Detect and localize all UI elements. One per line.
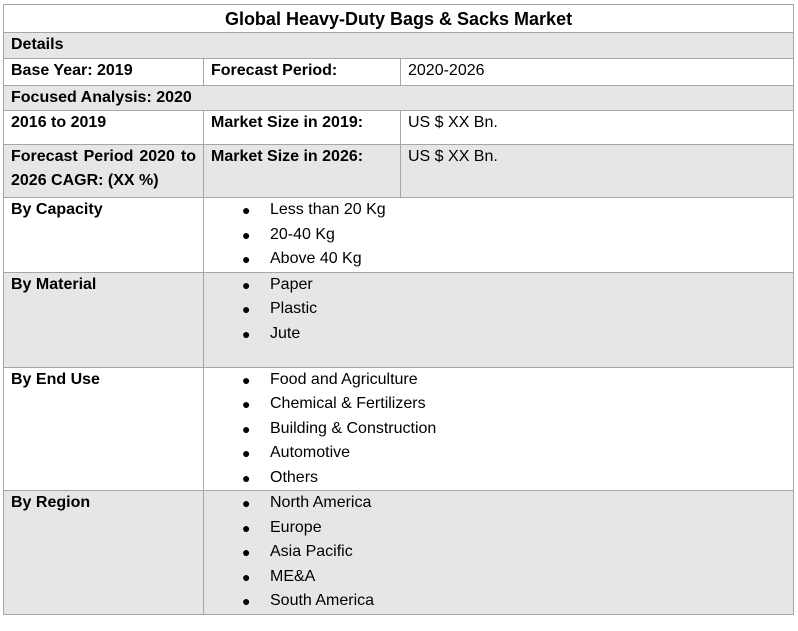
segment-label: By Material	[4, 272, 204, 367]
list-item	[211, 198, 786, 223]
list-item-text: Europe	[270, 518, 322, 536]
segment-row	[4, 198, 794, 273]
segment-items-cell	[204, 491, 794, 615]
list-item	[211, 223, 786, 248]
list-item-text: Plastic	[270, 300, 318, 317]
list-item	[211, 322, 786, 347]
bullet-icon: ●	[242, 469, 251, 486]
list-item	[211, 565, 786, 590]
list-item	[211, 297, 786, 322]
bullet-icon: ●	[242, 495, 251, 511]
list-item-text: Paper	[270, 275, 313, 293]
list-item	[211, 540, 786, 565]
market-size-2019-label: Market Size in 2019:	[204, 111, 401, 145]
segment-row	[4, 367, 794, 491]
list-item	[211, 417, 786, 442]
segment-item-list	[211, 368, 786, 491]
segment-items-cell	[204, 367, 794, 491]
forecast-period-value: 2020-2026	[401, 59, 794, 86]
details-label: Details	[4, 33, 794, 59]
list-item	[211, 491, 786, 516]
bullet-icon: ●	[242, 325, 251, 342]
market-size-2026-label: Market Size in 2026:	[204, 145, 401, 198]
list-item	[211, 466, 786, 491]
bullet-icon: ●	[242, 202, 251, 218]
bullet-icon: ●	[242, 251, 251, 267]
segment-row	[4, 272, 794, 367]
bullet-icon: ●	[242, 445, 251, 461]
list-item	[211, 247, 786, 272]
cagr-row	[4, 145, 794, 198]
segment-label: By End Use	[4, 367, 204, 491]
bullet-icon: ●	[242, 593, 251, 609]
bullet-icon: ●	[242, 568, 251, 585]
history-label: 2016 to 2019	[4, 111, 204, 145]
list-item-text: Automotive	[270, 444, 351, 461]
bullet-icon: ●	[242, 420, 251, 437]
list-item-text: Asia Pacific	[270, 543, 353, 560]
list-item	[211, 516, 786, 541]
list-item	[211, 273, 786, 298]
segment-label: By Region	[4, 491, 204, 615]
list-item	[211, 368, 786, 393]
segment-items-cell	[204, 272, 794, 367]
cagr-label: Forecast Period 2020 to 2026 CAGR: (XX %)	[4, 145, 204, 198]
history-row	[4, 111, 794, 145]
list-item	[211, 589, 786, 614]
list-item-text: Above 40 Kg	[270, 250, 362, 267]
list-item-text: Food and Agriculture	[270, 370, 418, 388]
focused-analysis: Focused Analysis: 2020	[4, 86, 794, 111]
list-item-text: Less than 20 Kg	[270, 201, 386, 218]
list-item-text: Jute	[270, 324, 301, 342]
bullet-icon: ●	[242, 226, 251, 243]
segment-label: By Capacity	[4, 198, 204, 273]
market-report-table	[3, 4, 794, 615]
bullet-icon: ●	[242, 371, 251, 388]
bullet-icon: ●	[242, 519, 251, 536]
bullet-icon: ●	[242, 544, 251, 560]
list-item	[211, 392, 786, 417]
market-size-2026-value: US $ XX Bn.	[401, 145, 794, 198]
focused-analysis-row	[4, 86, 794, 111]
forecast-period-label: Forecast Period:	[204, 59, 401, 86]
table-title: Global Heavy-Duty Bags & Sacks Market	[4, 5, 794, 33]
segment-item-list	[211, 198, 786, 272]
list-item-text: Chemical & Fertilizers	[270, 395, 426, 412]
market-size-2019-value: US $ XX Bn.	[401, 111, 794, 145]
list-item-text: ME&A	[270, 567, 316, 585]
base-year: Base Year: 2019	[4, 59, 204, 86]
list-item-text: Others	[270, 468, 319, 486]
list-item-text: North America	[270, 494, 372, 511]
bullet-icon: ●	[242, 276, 251, 293]
list-item-text: Building & Construction	[270, 419, 437, 437]
bullet-icon: ●	[242, 396, 251, 412]
list-item	[211, 441, 786, 466]
title-row	[4, 5, 794, 33]
segment-item-list	[211, 273, 786, 347]
base-year-row	[4, 59, 794, 86]
details-row	[4, 33, 794, 59]
segment-row	[4, 491, 794, 615]
bullet-icon: ●	[242, 301, 251, 317]
list-item-text: 20-40 Kg	[270, 225, 335, 243]
list-item-text: South America	[270, 592, 375, 609]
segment-item-list	[211, 491, 786, 614]
segment-items-cell	[204, 198, 794, 273]
